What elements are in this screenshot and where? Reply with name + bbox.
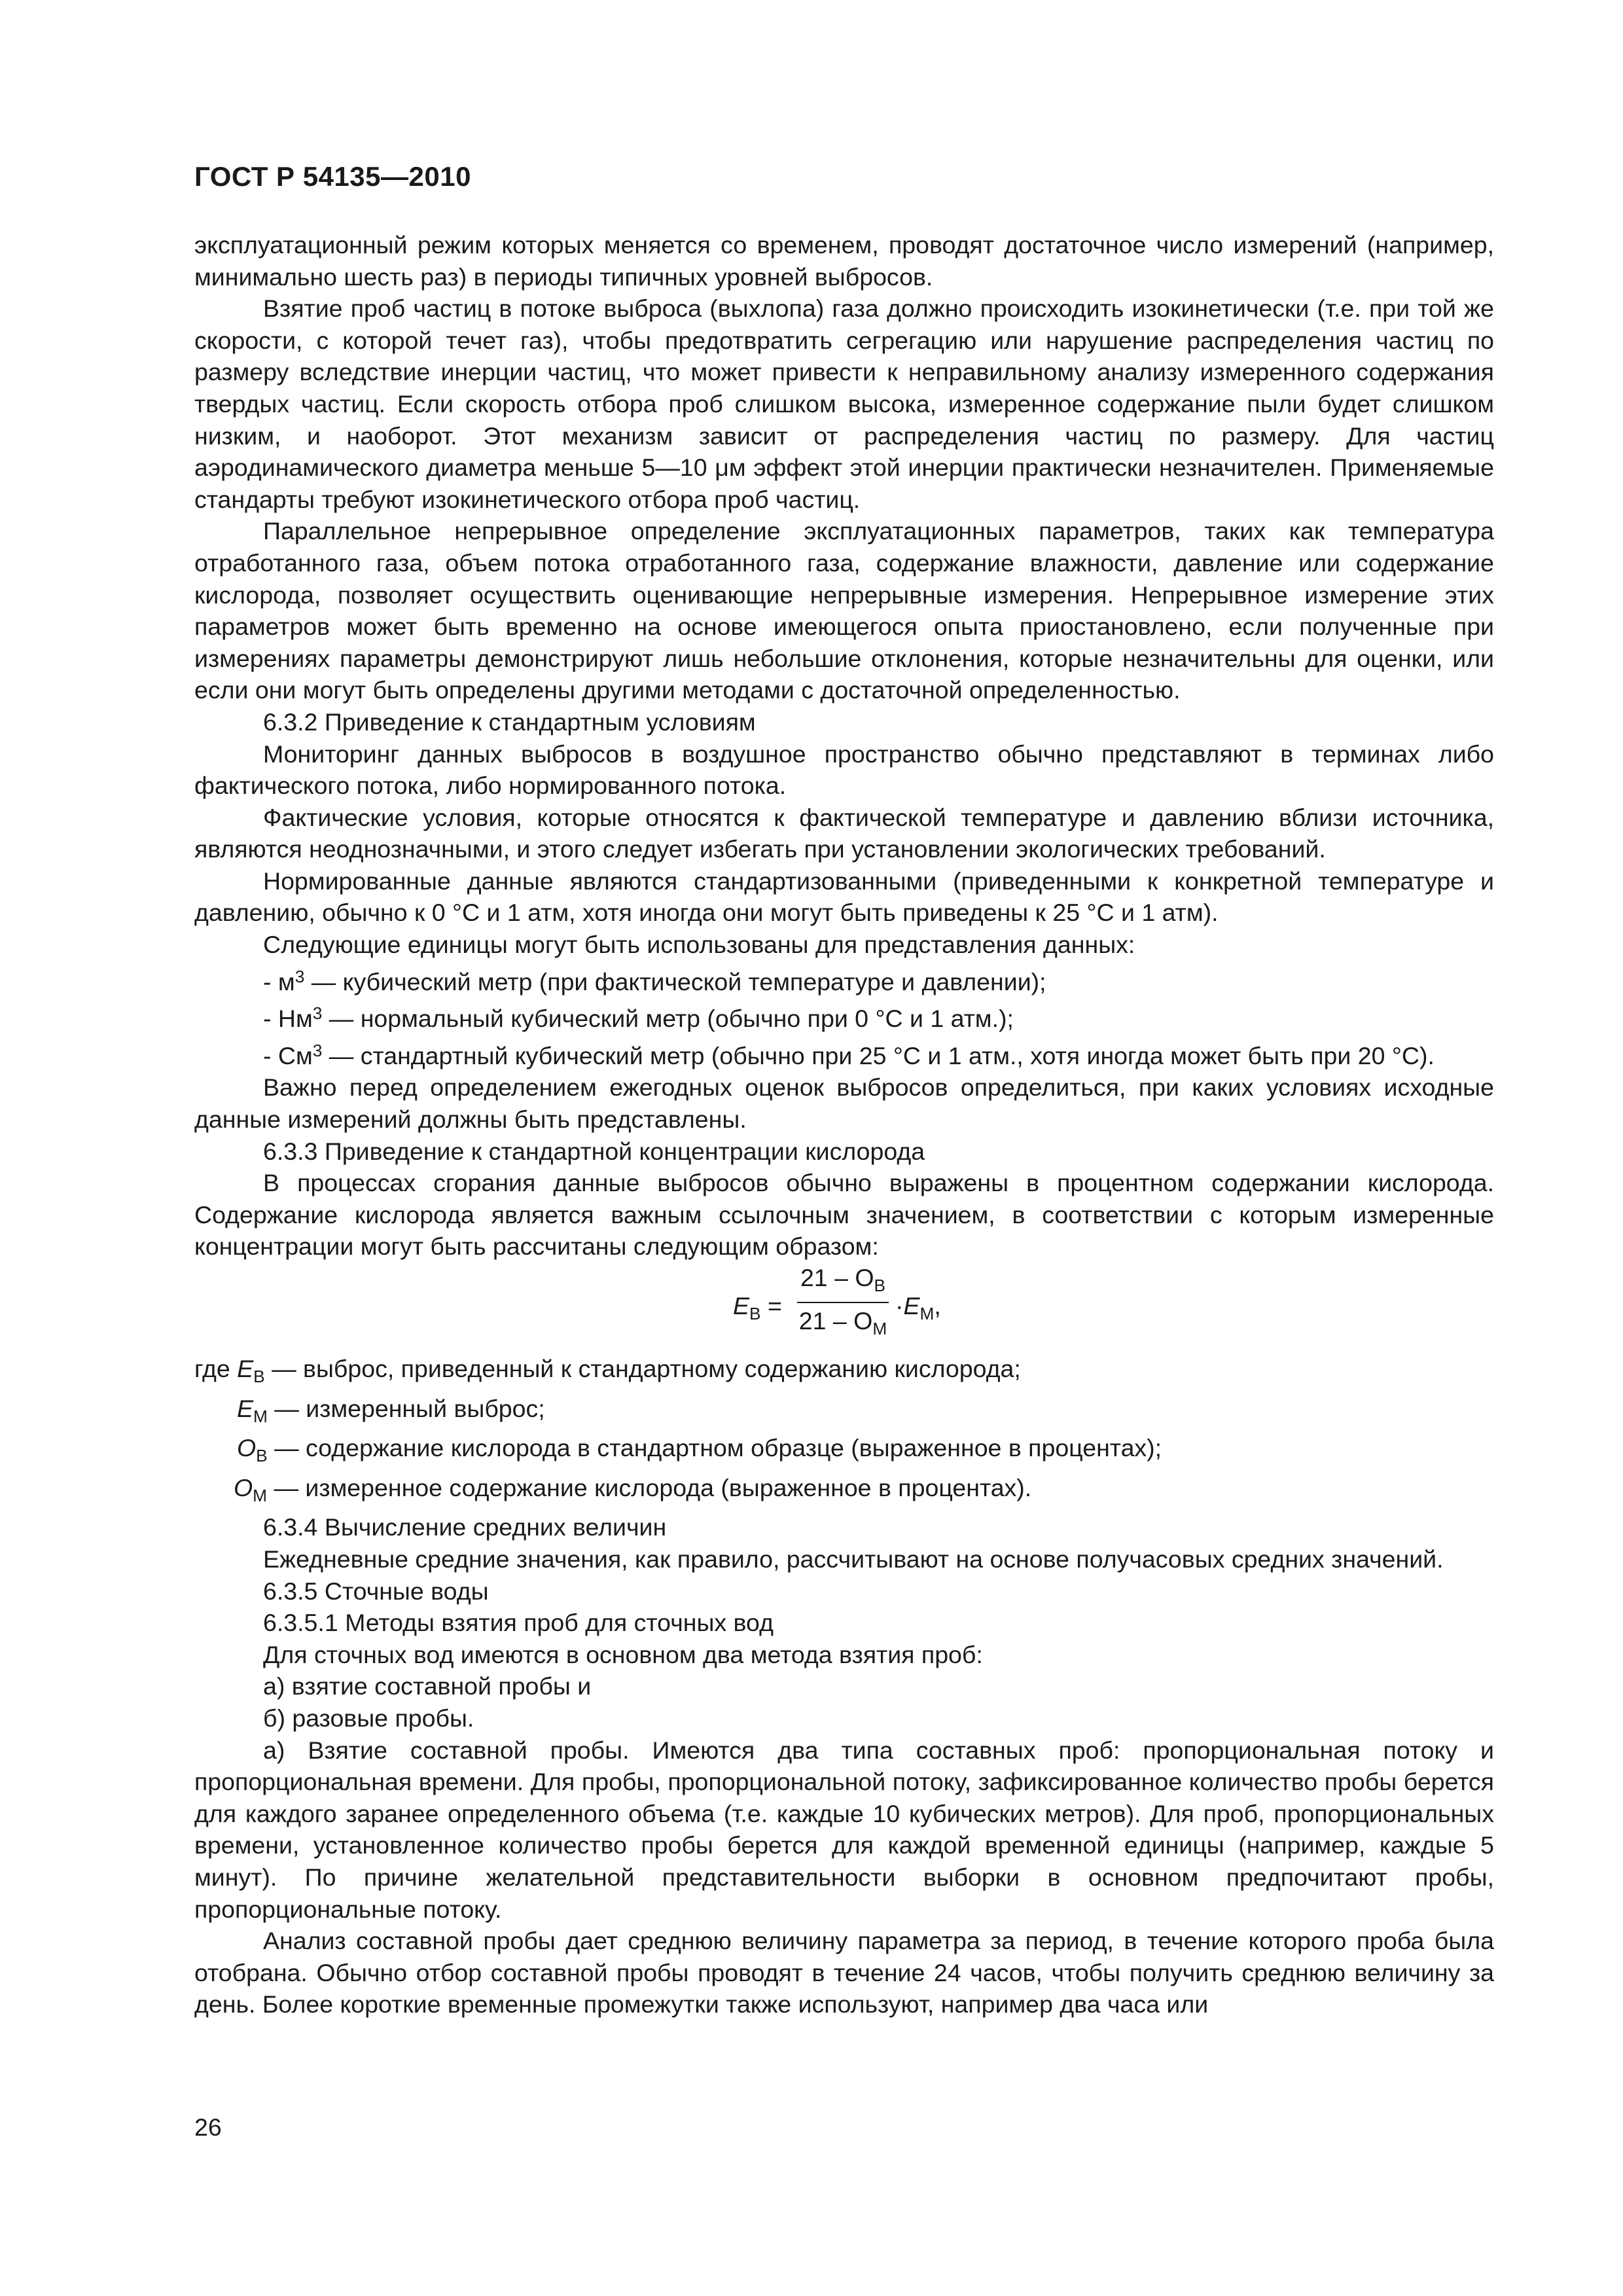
fraction-bar	[797, 1302, 889, 1303]
paragraph: Нормированные данные являются стандартизованными (приведенными к конкретной температуре и давлению, обычно к 0 °C и 1 атм, хотя иногда они могут быть приведены к 25 °C и 1 атм).	[194, 867, 1494, 927]
formula-fraction	[797, 1263, 889, 1344]
list-item: а) взятие составной пробы и	[263, 1672, 592, 1700]
where-item: $O_M$ — измеренное содержание кислорода (выраженное в процентах).	[234, 1473, 1032, 1505]
document-page	[194, 0, 1494, 2296]
paragraph: Фактические условия, которые относятся к фактической температуре и давлению вблизи источника, являются неоднозначными, и этого следует избегать при установлении экологических требований.	[194, 803, 1494, 863]
paragraph: Мониторинг данных выбросов в воздушное пространство обычно представляют в терминах либо фактического потока, либо нормированного потока.	[194, 740, 1494, 800]
section-heading: 6.3.5 Сточные воды	[263, 1577, 489, 1605]
formula	[194, 1263, 1494, 1353]
paragraph: Важно перед определением ежегодных оценок выбросов определиться, при каких условиях исходные данные измерений должны быть представлены.	[194, 1073, 1494, 1134]
page-number: 26	[194, 2113, 222, 2141]
formula-rhs: $\cdot E_M$,	[895, 1292, 941, 1323]
paragraph: Взятие проб частиц в потоке выброса (выхлопа) газа должно происходить изокинетически (т.е. при той же скорости, с которой течет газ), чтобы предотвратить сегрегацию или нарушение распределения частиц по размеру вследствие инерции частиц, что может привести к неправильному анализу измеренного содержания твердых частиц. Если скорость отбора проб слишком высока, измеренное содержание пыли будет слишком низким, и наоборот. Этот механизм зависит от распределения частиц по размеру. Для частиц аэродинамического диаметра меньше 5—10 μм эффект этой инерции практически незначителен. Применяемые стандарты требуют изокинетического отбора проб частиц.	[194, 295, 1494, 513]
where-item: $E_M$ — измеренный выброс;	[237, 1394, 545, 1426]
paragraph: Ежедневные средние значения, как правило, рассчитывают на основе получасовых средних значений.	[263, 1545, 1444, 1573]
formula-denominator: $21 - O_M$	[798, 1307, 887, 1338]
formula-numerator: $21 - O_B$	[800, 1264, 886, 1295]
paragraph: а) Взятие составной пробы. Имеются два типа составных проб: пропорциональная потоку и пропорциональная времени. Для пробы, пропорциональной потоку, зафиксированное количество пробы берется для каждого заранее определенного объема (т.е. каждые 10 кубических метров). Для проб, пропорциональных времени, установленное количество пробы берется для каждой временной единицы (например, каждые 5 минут). По причине желательной представительности выборки в основном предпочитают пробы, пропорциональные потоку.	[194, 1736, 1494, 1923]
section-heading: 6.3.2 Приведение к стандартным условиям	[263, 708, 756, 736]
body-text	[194, 229, 1494, 2020]
unit-item: - $м^3$ — кубический метр (при фактической температуре и давлении);	[263, 966, 1046, 996]
paragraph: Параллельное непрерывное определение эксплуатационных параметров, таких как температура отработанного газа, объем потока отработанного газа, содержание влажности, давление или содержание кислорода, позволяет осуществить оценивающие непрерывные измерения. Непрерывное измерение этих параметров может быть временно на основе имеющегося опыта приостановлено, если полученные при измерениях параметры демонстрируют лишь небольшие отклонения, которые незначительны для оценки, или если они могут быть определены другими методами с достаточной определенностью.	[194, 517, 1494, 704]
section-heading: 6.3.5.1 Методы взятия проб для сточных вод	[263, 1609, 774, 1637]
section-heading: 6.3.4 Вычисление средних величин	[263, 1513, 667, 1541]
paragraph: Следующие единицы могут быть использованы для представления данных:	[263, 931, 1135, 959]
list-item: б) разовые пробы.	[263, 1704, 474, 1732]
where-item: где $E_B$ — выброс, приведенный к стандартному содержанию кислорода;	[194, 1355, 1021, 1386]
unit-item: - $См^3$ — стандартный кубический метр (обычно при 25 °C и 1 атм., хотя иногда может быть при 20 °C).	[263, 1040, 1435, 1069]
paragraph: эксплуатационный режим которых меняется со временем, проводят достаточное число измерений (например, минимально шесть раз) в периоды типичных уровней выбросов.	[194, 231, 1494, 291]
paragraph: В процессах сгорания данные выбросов обычно выражены в процентном содержании кислорода. Содержание кислорода является важным ссылочным значением, в соответствии с которым измеренные концентрации могут быть рассчитаны следующим образом:	[194, 1169, 1494, 1261]
paragraph: Для сточных вод имеются в основном два метода взятия проб:	[263, 1640, 983, 1668]
paragraph: Анализ составной пробы дает среднюю величину параметра за период, в течение которого проба была отобрана. Обычно отбор составной пробы проводят в течение 24 часов, чтобы получить среднюю величину за день. Более короткие временные промежутки также используют, например два часа или	[194, 1927, 1494, 2018]
unit-item: - $Нм^3$ — нормальный кубический метр (обычно при 0 °C и 1 атм.);	[263, 1003, 1014, 1033]
where-item: $O_B$ — содержание кислорода в стандартном образце (выраженное в процентах);	[237, 1434, 1162, 1466]
formula-lhs: $E_B$ =	[733, 1292, 782, 1323]
section-heading: 6.3.3 Приведение к стандартной концентрации кислорода	[263, 1137, 925, 1165]
document-header: ГОСТ Р 54135—2010	[194, 161, 471, 192]
